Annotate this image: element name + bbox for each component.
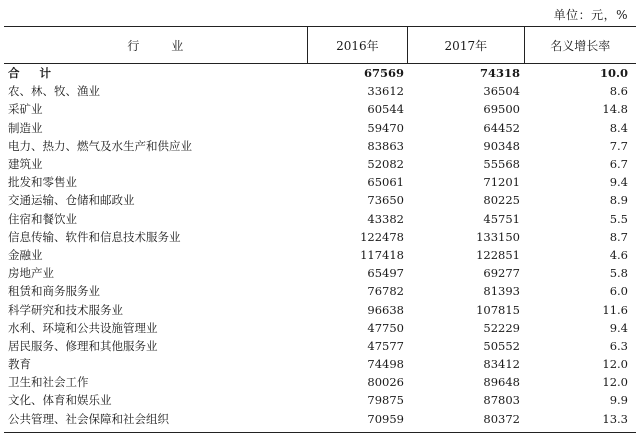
value-2016-cell: 74498 <box>367 357 404 372</box>
industry-cell: 卫生和社会工作 <box>8 375 89 390</box>
growth-rate-cell: 8.7 <box>609 229 628 244</box>
value-2016-cell: 79875 <box>367 393 404 408</box>
value-2017-cell: 64452 <box>483 120 520 135</box>
industry-cell: 批发和零售业 <box>8 175 77 190</box>
industry-cell: 农、林、牧、渔业 <box>8 84 100 99</box>
value-2017-cell: 55568 <box>483 157 520 172</box>
header-2016: 2016年 <box>307 27 408 63</box>
salary-table <box>4 26 636 428</box>
value-2017-cell: 52229 <box>483 320 520 335</box>
value-2017-cell: 90348 <box>483 138 520 153</box>
table-row <box>4 246 636 264</box>
table-row <box>4 210 636 228</box>
value-2016-cell: 83863 <box>367 138 404 153</box>
growth-rate-cell: 12.0 <box>602 375 628 390</box>
table-row <box>4 173 636 191</box>
value-2016-cell: 70959 <box>367 411 404 426</box>
growth-rate-cell: 4.6 <box>609 247 628 262</box>
total-row <box>4 64 636 82</box>
value-2017-cell: 87803 <box>483 393 520 408</box>
growth-rate-cell: 13.3 <box>602 411 628 426</box>
value-2016-cell: 33612 <box>367 84 404 99</box>
growth-rate-cell: 5.8 <box>609 266 628 281</box>
value-2016-cell: 67569 <box>363 66 404 81</box>
industry-cell: 电力、热力、燃气及水生产和供应业 <box>8 138 192 153</box>
value-2016-cell: 52082 <box>367 157 404 172</box>
growth-rate-cell: 9.4 <box>609 175 628 190</box>
value-2017-cell: 71201 <box>483 175 520 190</box>
industry-cell: 制造业 <box>8 120 43 135</box>
growth-rate-cell: 6.7 <box>609 157 628 172</box>
industry-cell: 建筑业 <box>8 157 43 172</box>
value-2017-cell: 89648 <box>483 375 520 390</box>
value-2017-cell: 83412 <box>483 357 520 372</box>
industry-cell: 教育 <box>8 357 31 372</box>
industry-cell: 金融业 <box>8 247 43 262</box>
table-row <box>4 410 636 428</box>
table-row <box>4 119 636 137</box>
value-2016-cell: 65061 <box>367 175 404 190</box>
value-2017-cell: 50552 <box>483 338 520 353</box>
value-2017-cell: 107815 <box>476 302 520 317</box>
table-row <box>4 391 636 409</box>
table-row <box>4 82 636 100</box>
industry-cell: 合 计 <box>8 66 60 81</box>
growth-rate-cell: 10.0 <box>599 66 628 81</box>
growth-rate-cell: 8.9 <box>609 193 628 208</box>
value-2017-cell: 45751 <box>483 211 520 226</box>
value-2016-cell: 59470 <box>367 120 404 135</box>
unit-label: 单位：元，% <box>553 8 628 22</box>
value-2016-cell: 43382 <box>367 211 404 226</box>
value-2016-cell: 65497 <box>367 266 404 281</box>
table-row <box>4 100 636 118</box>
industry-cell: 公共管理、社会保障和社会组织 <box>8 411 169 426</box>
table-row <box>4 228 636 246</box>
value-2017-cell: 81393 <box>483 284 520 299</box>
value-2016-cell: 96638 <box>367 302 404 317</box>
value-2017-cell: 69500 <box>483 102 520 117</box>
value-2017-cell: 122851 <box>476 247 520 262</box>
value-2016-cell: 73650 <box>367 193 404 208</box>
value-2017-cell: 133150 <box>476 229 520 244</box>
industry-cell: 水利、环境和公共设施管理业 <box>8 320 158 335</box>
table-row <box>4 155 636 173</box>
growth-rate-cell: 8.4 <box>609 120 628 135</box>
table-row <box>4 319 636 337</box>
growth-rate-cell: 11.6 <box>602 302 628 317</box>
table-row <box>4 373 636 391</box>
table-header <box>4 27 636 64</box>
table-row <box>4 282 636 300</box>
growth-rate-cell: 8.6 <box>609 84 628 99</box>
value-2017-cell: 36504 <box>483 84 520 99</box>
growth-rate-cell: 9.4 <box>609 320 628 335</box>
industry-cell: 采矿业 <box>8 102 43 117</box>
industry-cell: 科学研究和技术服务业 <box>8 302 123 317</box>
table-row <box>4 355 636 373</box>
value-2017-cell: 80225 <box>483 193 520 208</box>
growth-rate-cell: 6.0 <box>609 284 628 299</box>
value-2017-cell: 74318 <box>479 66 520 81</box>
table-body <box>4 64 636 428</box>
growth-rate-cell: 7.7 <box>609 138 628 153</box>
header-growth: 名义增长率 <box>524 27 636 63</box>
industry-cell: 交通运输、仓储和邮政业 <box>8 193 135 208</box>
industry-cell: 住宿和餐饮业 <box>8 211 77 226</box>
header-industry: 行 业 <box>127 38 198 53</box>
value-2016-cell: 80026 <box>367 375 404 390</box>
table-row <box>4 300 636 318</box>
value-2016-cell: 76782 <box>367 284 404 299</box>
growth-rate-cell: 9.9 <box>609 393 628 408</box>
value-2017-cell: 80372 <box>483 411 520 426</box>
table-row <box>4 191 636 209</box>
industry-cell: 信息传输、软件和信息技术服务业 <box>8 229 181 244</box>
growth-rate-cell: 5.5 <box>609 211 628 226</box>
value-2016-cell: 47750 <box>367 320 404 335</box>
growth-rate-cell: 14.8 <box>602 102 628 117</box>
value-2016-cell: 122478 <box>360 229 404 244</box>
value-2016-cell: 47577 <box>367 338 404 353</box>
growth-rate-cell: 6.3 <box>609 338 628 353</box>
table-row <box>4 337 636 355</box>
table-row <box>4 264 636 282</box>
value-2016-cell: 60544 <box>367 102 404 117</box>
industry-cell: 房地产业 <box>8 266 54 281</box>
header-2017: 2017年 <box>407 27 523 63</box>
industry-cell: 文化、体育和娱乐业 <box>8 393 112 408</box>
table-bottom-rule <box>4 432 636 433</box>
value-2016-cell: 117418 <box>360 247 404 262</box>
growth-rate-cell: 12.0 <box>602 357 628 372</box>
value-2017-cell: 69277 <box>483 266 520 281</box>
industry-cell: 租赁和商务服务业 <box>8 284 100 299</box>
table-row <box>4 137 636 155</box>
industry-cell: 居民服务、修理和其他服务业 <box>8 338 158 353</box>
